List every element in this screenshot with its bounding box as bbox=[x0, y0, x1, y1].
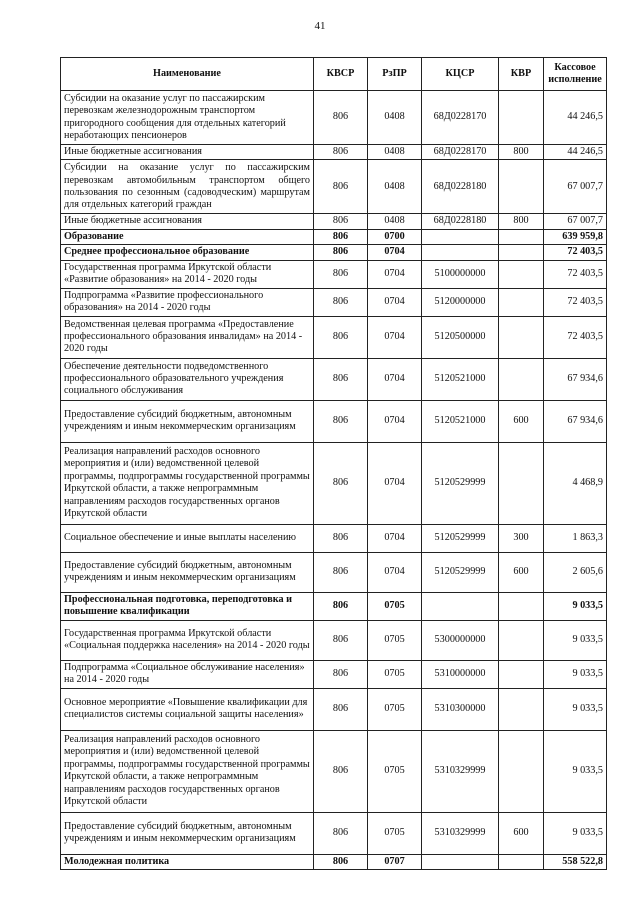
cell-kcsr: 68Д0228180 bbox=[422, 160, 499, 214]
cell-rzpr: 0408 bbox=[368, 145, 422, 160]
cell-amount: 9 033,5 bbox=[544, 660, 607, 688]
cell-amount: 1 863,3 bbox=[544, 524, 607, 552]
cell-rzpr: 0704 bbox=[368, 316, 422, 358]
cell-name: Молодежная политика bbox=[61, 854, 314, 869]
cell-name: Предоставление субсидий бюджетным, автономным учреждениям и иным некоммерческим организациям bbox=[61, 552, 314, 592]
cell-kcsr: 5120529999 bbox=[422, 442, 499, 524]
cell-kvsr: 806 bbox=[314, 316, 368, 358]
cell-rzpr: 0704 bbox=[368, 358, 422, 400]
cell-kcsr bbox=[422, 229, 499, 244]
table-row bbox=[61, 812, 607, 854]
cell-kcsr: 5120529999 bbox=[422, 552, 499, 592]
cell-kcsr: 5310329999 bbox=[422, 812, 499, 854]
table-row bbox=[61, 288, 607, 316]
table-row bbox=[61, 358, 607, 400]
cell-kcsr: 68Д0228180 bbox=[422, 214, 499, 229]
cell-kvr bbox=[499, 358, 544, 400]
cell-kvr: 600 bbox=[499, 552, 544, 592]
cell-kvsr: 806 bbox=[314, 620, 368, 660]
cell-name: Профессиональная подготовка, переподготовка и повышение квалификации bbox=[61, 592, 314, 620]
cell-rzpr: 0408 bbox=[368, 160, 422, 214]
cell-amount: 67 934,6 bbox=[544, 400, 607, 442]
cell-kvr: 300 bbox=[499, 524, 544, 552]
table-row bbox=[61, 245, 607, 260]
cell-kvsr: 806 bbox=[314, 145, 368, 160]
cell-rzpr: 0705 bbox=[368, 730, 422, 812]
cell-kcsr: 5120529999 bbox=[422, 524, 499, 552]
cell-kvr bbox=[499, 316, 544, 358]
cell-amount: 2 605,6 bbox=[544, 552, 607, 592]
cell-rzpr: 0704 bbox=[368, 260, 422, 288]
cell-amount: 9 033,5 bbox=[544, 730, 607, 812]
cell-amount: 67 007,7 bbox=[544, 160, 607, 214]
cell-kvsr: 806 bbox=[314, 524, 368, 552]
cell-name: Предоставление субсидий бюджетным, автономным учреждениям и иным некоммерческим организациям bbox=[61, 812, 314, 854]
cell-kvr: 800 bbox=[499, 145, 544, 160]
cell-name: Ведомственная целевая программа «Предоставление профессионального образования инвалидам» на 2014 - 2020 годы bbox=[61, 316, 314, 358]
cell-name: Основное мероприятие «Повышение квалификации для специалистов системы социальной защиты населения» bbox=[61, 688, 314, 730]
cell-kcsr: 5120000000 bbox=[422, 288, 499, 316]
cell-rzpr: 0704 bbox=[368, 288, 422, 316]
cell-kvr: 600 bbox=[499, 400, 544, 442]
cell-rzpr: 0704 bbox=[368, 524, 422, 552]
cell-kvsr: 806 bbox=[314, 245, 368, 260]
table-row bbox=[61, 660, 607, 688]
cell-kvr bbox=[499, 620, 544, 660]
table-row bbox=[61, 620, 607, 660]
table-row bbox=[61, 160, 607, 214]
cell-name: Субсидии на оказание услуг по пассажирским перевозкам автомобильным транспортом общего пользования по сезонным (садоводческим) маршрутам для отдельных категорий граждан bbox=[61, 160, 314, 214]
cell-kvsr: 806 bbox=[314, 288, 368, 316]
cell-kvsr: 806 bbox=[314, 214, 368, 229]
cell-name: Государственная программа Иркутской области «Социальная поддержка населения» на 2014 - 2020 годы bbox=[61, 620, 314, 660]
cell-amount: 67 934,6 bbox=[544, 358, 607, 400]
cell-amount: 72 403,5 bbox=[544, 245, 607, 260]
cell-kvsr: 806 bbox=[314, 400, 368, 442]
cell-rzpr: 0705 bbox=[368, 592, 422, 620]
cell-rzpr: 0705 bbox=[368, 688, 422, 730]
cell-amount: 9 033,5 bbox=[544, 812, 607, 854]
table-header-row bbox=[61, 58, 607, 91]
cell-amount: 72 403,5 bbox=[544, 260, 607, 288]
cell-kcsr: 5120521000 bbox=[422, 358, 499, 400]
cell-name: Социальное обеспечение и иные выплаты населению bbox=[61, 524, 314, 552]
cell-amount: 558 522,8 bbox=[544, 854, 607, 869]
cell-amount: 72 403,5 bbox=[544, 288, 607, 316]
cell-kcsr: 5300000000 bbox=[422, 620, 499, 660]
cell-kvsr: 806 bbox=[314, 812, 368, 854]
cell-kvr bbox=[499, 288, 544, 316]
cell-kcsr: 5120500000 bbox=[422, 316, 499, 358]
cell-rzpr: 0704 bbox=[368, 442, 422, 524]
cell-kcsr bbox=[422, 245, 499, 260]
cell-kvr bbox=[499, 592, 544, 620]
cell-kvsr: 806 bbox=[314, 854, 368, 869]
cell-amount: 9 033,5 bbox=[544, 620, 607, 660]
cell-kvsr: 806 bbox=[314, 660, 368, 688]
cell-rzpr: 0408 bbox=[368, 91, 422, 145]
cell-amount: 9 033,5 bbox=[544, 688, 607, 730]
cell-kvr bbox=[499, 229, 544, 244]
header-kvr: КВР bbox=[499, 58, 544, 91]
cell-kcsr: 5100000000 bbox=[422, 260, 499, 288]
header-kcsr: КЦСР bbox=[422, 58, 499, 91]
cell-rzpr: 0704 bbox=[368, 245, 422, 260]
cell-name: Государственная программа Иркутской области «Развитие образования» на 2014 - 2020 годы bbox=[61, 260, 314, 288]
cell-amount: 4 468,9 bbox=[544, 442, 607, 524]
table-row bbox=[61, 400, 607, 442]
cell-name: Образование bbox=[61, 229, 314, 244]
cell-kvsr: 806 bbox=[314, 160, 368, 214]
cell-kcsr: 5310329999 bbox=[422, 730, 499, 812]
cell-amount: 639 959,8 bbox=[544, 229, 607, 244]
cell-name: Обеспечение деятельности подведомственного профессионального образовательного учреждения социального обслуживания bbox=[61, 358, 314, 400]
cell-rzpr: 0700 bbox=[368, 229, 422, 244]
cell-rzpr: 0704 bbox=[368, 400, 422, 442]
table-row bbox=[61, 214, 607, 229]
cell-amount: 44 246,5 bbox=[544, 145, 607, 160]
cell-rzpr: 0408 bbox=[368, 214, 422, 229]
cell-kvr bbox=[499, 730, 544, 812]
cell-kvr bbox=[499, 660, 544, 688]
cell-amount: 67 007,7 bbox=[544, 214, 607, 229]
table-row bbox=[61, 592, 607, 620]
header-kvsr: КВСР bbox=[314, 58, 368, 91]
budget-table bbox=[60, 57, 607, 870]
cell-kcsr: 5120521000 bbox=[422, 400, 499, 442]
cell-kvr bbox=[499, 854, 544, 869]
table-row bbox=[61, 854, 607, 869]
cell-amount: 9 033,5 bbox=[544, 592, 607, 620]
cell-kvsr: 806 bbox=[314, 358, 368, 400]
cell-kcsr: 5310300000 bbox=[422, 688, 499, 730]
cell-name: Подпрограмма «Развитие профессионального образования» на 2014 - 2020 годы bbox=[61, 288, 314, 316]
page-number: 41 bbox=[314, 20, 326, 32]
cell-kvr bbox=[499, 245, 544, 260]
cell-kvr bbox=[499, 91, 544, 145]
cell-kvsr: 806 bbox=[314, 730, 368, 812]
cell-kcsr bbox=[422, 854, 499, 869]
cell-rzpr: 0705 bbox=[368, 660, 422, 688]
table-row bbox=[61, 552, 607, 592]
header-name: Наименование bbox=[61, 58, 314, 91]
cell-amount: 72 403,5 bbox=[544, 316, 607, 358]
cell-kvr bbox=[499, 688, 544, 730]
table-row bbox=[61, 442, 607, 524]
table-row bbox=[61, 145, 607, 160]
cell-kvsr: 806 bbox=[314, 91, 368, 145]
header-amount: Кассовое исполнение bbox=[544, 58, 607, 91]
table-row bbox=[61, 316, 607, 358]
cell-name: Иные бюджетные ассигнования bbox=[61, 145, 314, 160]
cell-kvsr: 806 bbox=[314, 260, 368, 288]
cell-rzpr: 0705 bbox=[368, 620, 422, 660]
table-row bbox=[61, 688, 607, 730]
cell-kvsr: 806 bbox=[314, 552, 368, 592]
table-body bbox=[61, 91, 607, 870]
cell-kcsr bbox=[422, 592, 499, 620]
table-row bbox=[61, 91, 607, 145]
cell-kvsr: 806 bbox=[314, 688, 368, 730]
table-row bbox=[61, 229, 607, 244]
cell-name: Среднее профессиональное образование bbox=[61, 245, 314, 260]
header-rzpr: РзПР bbox=[368, 58, 422, 91]
cell-kvr bbox=[499, 160, 544, 214]
cell-kvsr: 806 bbox=[314, 592, 368, 620]
cell-kcsr: 5310000000 bbox=[422, 660, 499, 688]
cell-rzpr: 0705 bbox=[368, 812, 422, 854]
cell-rzpr: 0707 bbox=[368, 854, 422, 869]
cell-kvr bbox=[499, 260, 544, 288]
cell-name: Предоставление субсидий бюджетным, автономным учреждениям и иным некоммерческим организациям bbox=[61, 400, 314, 442]
cell-name: Реализация направлений расходов основного мероприятия и (или) ведомственной целевой программы, подпрограммы государственной программы Иркутской области, а также непрограммным направлениям расходов государственных органов Иркутской области bbox=[61, 442, 314, 524]
cell-kvsr: 806 bbox=[314, 229, 368, 244]
cell-kvr: 800 bbox=[499, 214, 544, 229]
cell-name: Реализация направлений расходов основного мероприятия и (или) ведомственной целевой программы, подпрограммы государственной программы Иркутской области, а также непрограммным направлениям расходов государственных органов Иркутской области bbox=[61, 730, 314, 812]
cell-rzpr: 0704 bbox=[368, 552, 422, 592]
table-row bbox=[61, 730, 607, 812]
cell-kvr bbox=[499, 442, 544, 524]
table-row bbox=[61, 260, 607, 288]
cell-amount: 44 246,5 bbox=[544, 91, 607, 145]
cell-kcsr: 68Д0228170 bbox=[422, 91, 499, 145]
cell-name: Субсидии на оказание услуг по пассажирским перевозкам железнодорожным транспортом пригородного сообщения для отдельных категорий неработающих пенсионеров bbox=[61, 91, 314, 145]
cell-name: Иные бюджетные ассигнования bbox=[61, 214, 314, 229]
cell-name: Подпрограмма «Социальное обслуживание населения» на 2014 - 2020 годы bbox=[61, 660, 314, 688]
cell-kvsr: 806 bbox=[314, 442, 368, 524]
cell-kvr: 600 bbox=[499, 812, 544, 854]
cell-kcsr: 68Д0228170 bbox=[422, 145, 499, 160]
table-row bbox=[61, 524, 607, 552]
